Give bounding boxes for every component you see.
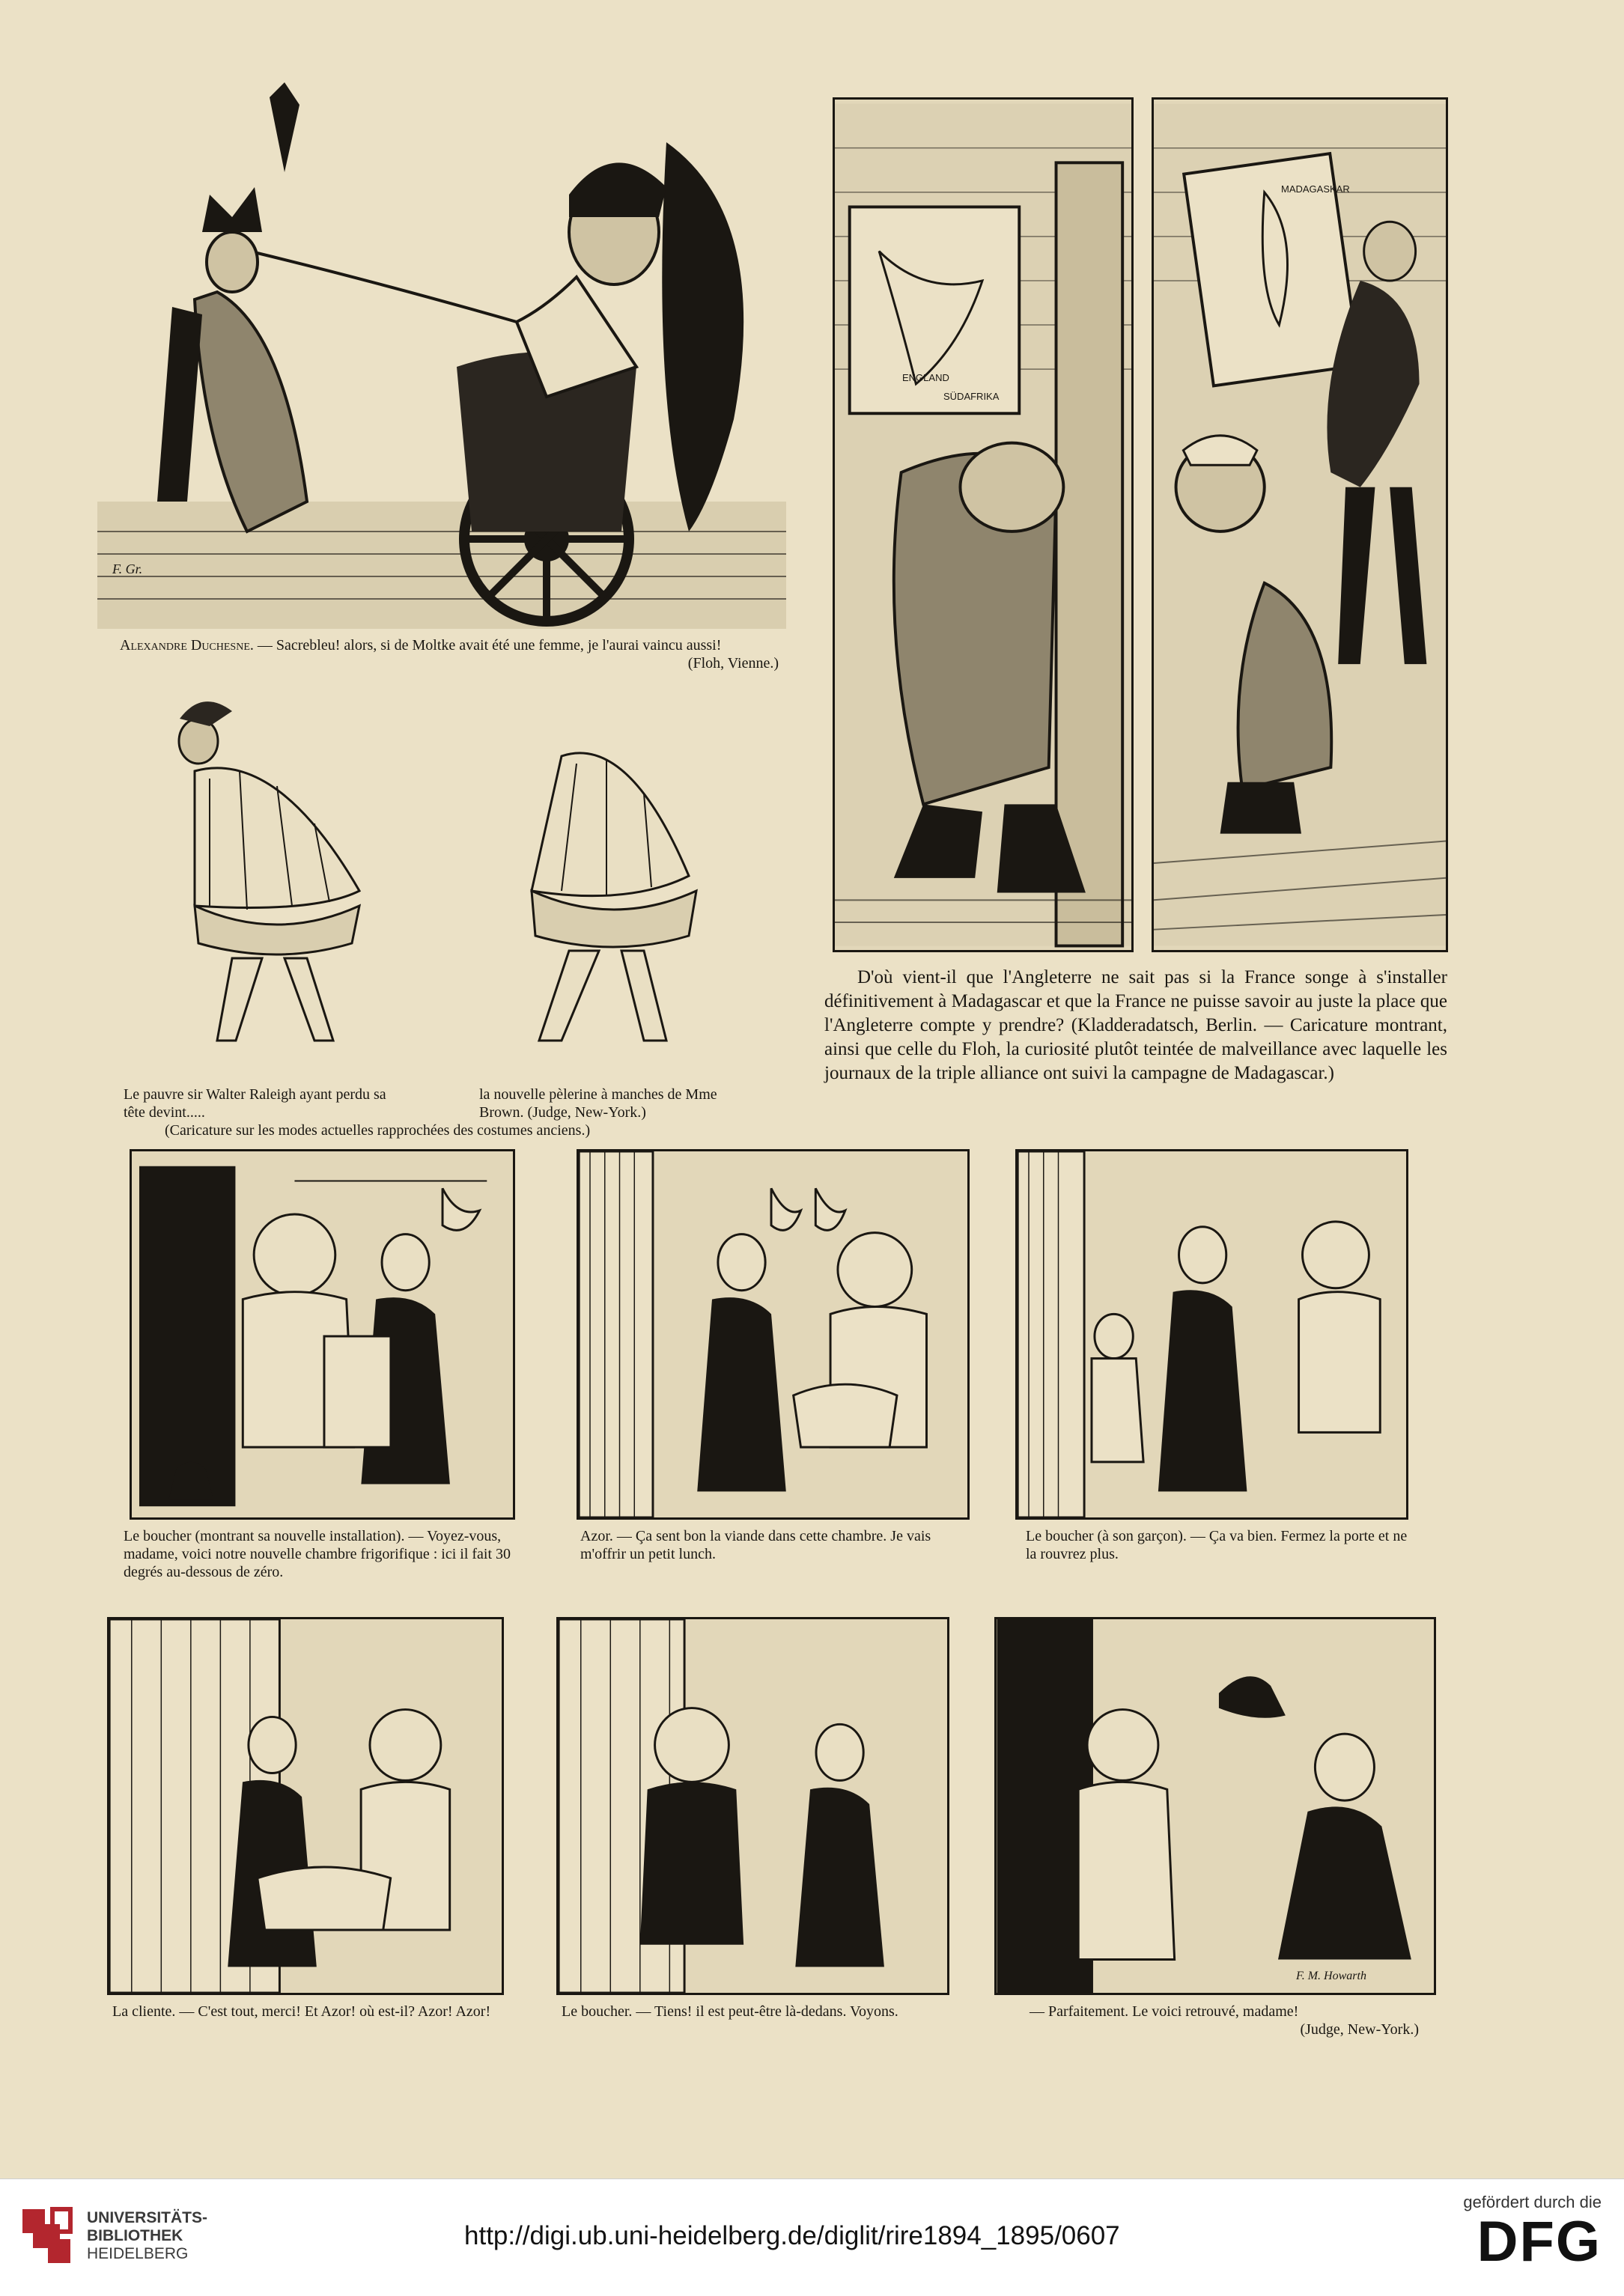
pelerine-drawing [494, 741, 734, 1078]
butcher-panel-6-drawing [997, 1619, 1434, 1993]
duchesne-drawing [97, 82, 786, 629]
map-label-madagaskar: MADAGASKAR [1281, 183, 1350, 195]
duchesne-caption-source: (Floh, Vienne.) [687, 655, 779, 672]
butcher-panel-4-drawing [109, 1619, 502, 1993]
butcher-panel-1-drawing [132, 1151, 513, 1517]
butcher-caption-5: Le boucher. — Tiens! il est peut-être là-dedans. Voyons. [562, 2003, 898, 2020]
university-library-name [87, 2209, 207, 2263]
dfg-logo-text: DFG [1476, 2210, 1602, 2274]
butcher-caption-3: Le boucher (à son garçon). — Ça va bien. Fermez la porte et ne la rouvrez plus. [1026, 1528, 1408, 1562]
butcher-panel-5-drawing [559, 1619, 947, 1993]
butcher-caption-6-source: (Judge, New-York.) [1300, 2021, 1419, 2038]
library-line-1: UNIVERSITÄTS- [87, 2209, 208, 2226]
duchesne-chariot-illustration [97, 82, 786, 629]
butcher-panel-2-drawing [579, 1151, 967, 1517]
university-library-logo[interactable] [15, 2196, 217, 2278]
england-keyhole-drawing [835, 100, 1131, 950]
france-map-drawing [1154, 100, 1446, 950]
raleigh-drawing [165, 689, 389, 1078]
duchesne-caption-name: Alexandre Duchesne. [120, 637, 254, 654]
duchesne-caption-text: — Sacrebleu! alors, si de Moltke avait été une femme, je l'aurai vaincu aussi! [257, 637, 722, 654]
butcher-panel-6 [994, 1617, 1436, 1995]
map-label-england: ENGLAND [902, 372, 949, 383]
funded-by-label: gefördert durch die [1463, 2193, 1602, 2211]
dfg-funding-logo[interactable] [1422, 2193, 1602, 2283]
butcher-panel-3-drawing [1018, 1151, 1406, 1517]
raleigh-caption-left: Le pauvre sir Walter Raleigh ayant perdu sa tête devint..... [124, 1086, 386, 1121]
raleigh-figure-illustration [165, 689, 389, 1078]
kladderadatsch-right-panel [1152, 97, 1448, 952]
duchesne-caption [120, 636, 779, 672]
butcher-caption-2: Azor. — Ça sent bon la viande dans cette chambre. Je vais m'offrir un petit lunch. [580, 1528, 931, 1562]
raleigh-caption-note: (Caricature sur les modes actuelles rapprochées des costumes anciens.) [165, 1122, 591, 1139]
strip-artist-signature: F. M. Howarth [1296, 1970, 1366, 1982]
butcher-panel-2 [577, 1149, 970, 1520]
kladderadatsch-left-panel [833, 97, 1134, 952]
butcher-caption-6 [1030, 2003, 1419, 2038]
digitization-footer [0, 2178, 1624, 2296]
library-line-3: HEIDELBERG [87, 2245, 189, 2262]
butcher-caption-6-text: — Parfaitement. Le voici retrouvé, madame! [1030, 2003, 1299, 2020]
butcher-panel-5 [556, 1617, 949, 1995]
map-label-sudafrika: SÜDAFRIKA [943, 391, 1000, 402]
madagascar-article-text: D'où vient-il que l'Angleterre ne sait pas si la France songe à s'installer définitivement à Madagascar et que la France ne puisse savoir au juste la place que l'Angleterre compte y prendre? (Kladderadatsch, Berlin. — Caricature montrant, ainsi que celle du Floh, la curiosité plutôt teintée de malveillance avec laquelle les journaux de la triple alliance ont suivi la campagne de Madagascar.) [824, 967, 1447, 1083]
butcher-panel-3 [1015, 1149, 1408, 1520]
butcher-caption-4: La cliente. — C'est tout, merci! Et Azor! où est-il? Azor! Azor! [112, 2003, 491, 2020]
pelerine-figure-illustration [494, 741, 734, 1078]
duchesne-signature: F. Gr. [112, 561, 143, 576]
raleigh-caption-right: la nouvelle pèlerine à manches de Mme Brown. (Judge, New-York.) [479, 1086, 717, 1121]
library-line-2: BIBLIOTHEK [87, 2227, 183, 2244]
butcher-caption-1: Le boucher (montrant sa nouvelle installation). — Voyez-vous, madame, voici notre nouvelle chambre frigorifique : ici il fait 30 degrés au-dessous de zéro. [124, 1528, 511, 1580]
ub-heidelberg-icon [15, 2202, 78, 2271]
butcher-panel-1 [130, 1149, 515, 1520]
butcher-panel-4 [107, 1617, 504, 1995]
permalink-url[interactable]: http://digi.ub.uni-heidelberg.de/diglit/rire1894_1895/0607 [464, 2221, 1120, 2250]
